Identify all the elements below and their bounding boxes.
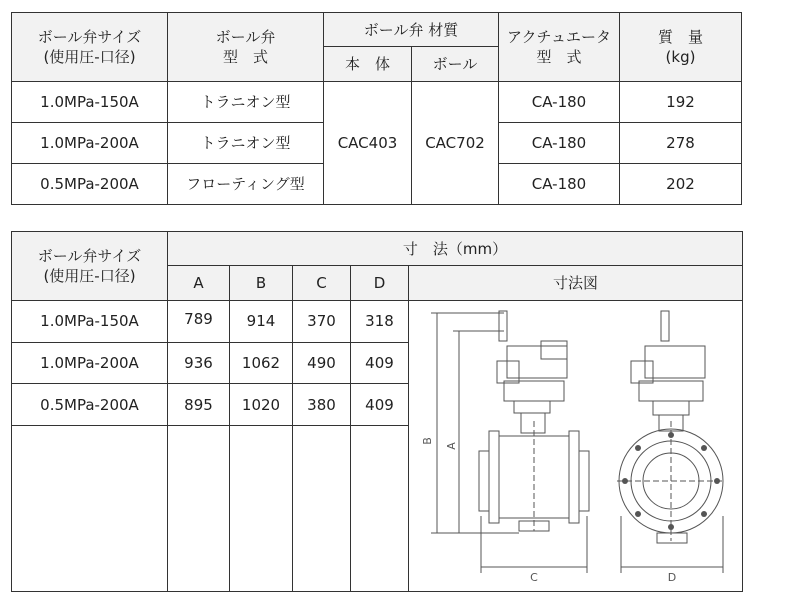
- material-header: ボール弁 材質: [324, 13, 499, 47]
- valve-size-cell: 1.0MPa-200A: [12, 342, 168, 384]
- ball-material-cell: CAC702: [412, 82, 499, 205]
- dim-c-cell: 380: [293, 384, 351, 426]
- dim-c-cell: 370: [293, 301, 351, 343]
- valve-size-cell: 0.5MPa-200A: [12, 164, 168, 205]
- drawing-label-a: A: [445, 442, 458, 450]
- mass-header: 質 量 (kg): [620, 13, 742, 82]
- drawing-header: 寸法図: [409, 266, 743, 301]
- actuator-cell: CA-180: [499, 82, 620, 123]
- mass-cell: 202: [620, 164, 742, 205]
- ball-material-header: ボール: [412, 47, 499, 82]
- drawing-label-c: C: [530, 571, 538, 584]
- dimension-drawing-cell: [409, 301, 743, 592]
- drawing-label-b: B: [421, 437, 434, 445]
- valve-size-cell: 0.5MPa-200A: [12, 384, 168, 426]
- valve-type-cell: トラニオン型: [168, 123, 324, 164]
- valve-size-cell: 1.0MPa-150A: [12, 82, 168, 123]
- drawing-label-d: D: [667, 571, 677, 584]
- mass-cell: 192: [620, 82, 742, 123]
- dim-d-cell: 409: [351, 384, 409, 426]
- spec-table: [11, 12, 742, 205]
- dim-d-header: D: [351, 266, 409, 301]
- dimension-table: [11, 231, 743, 592]
- dim-a-cell: 789: [168, 301, 230, 343]
- body-material-header: 本 体: [324, 47, 412, 82]
- dim-a-cell: 936: [168, 342, 230, 384]
- dim-c-header: C: [293, 266, 351, 301]
- dim-a-header: A: [168, 266, 230, 301]
- mass-cell: 278: [620, 123, 742, 164]
- actuator-cell: CA-180: [499, 123, 620, 164]
- empty-cell: [351, 426, 409, 592]
- dim-b-header: B: [230, 266, 293, 301]
- dim-d-cell: 318: [351, 301, 409, 343]
- valve-size-cell: 1.0MPa-200A: [12, 123, 168, 164]
- actuator-header: アクチュエータ 型 式: [499, 13, 620, 82]
- empty-cell: [230, 426, 293, 592]
- dimensions-header: 寸 法（mm）: [168, 232, 743, 266]
- valve-type-cell: フローティング型: [168, 164, 324, 205]
- dim-b-cell: 1020: [230, 384, 293, 426]
- table-row: [12, 301, 743, 343]
- valve-type-cell: トラニオン型: [168, 82, 324, 123]
- body-material-cell: CAC403: [324, 82, 412, 205]
- dim-a-cell: 895: [168, 384, 230, 426]
- empty-cell: [12, 426, 168, 592]
- dim-c-cell: 490: [293, 342, 351, 384]
- valve-size-cell: 1.0MPa-150A: [12, 301, 168, 343]
- dim-d-cell: 409: [351, 342, 409, 384]
- valve-size-header: ボール弁サイズ (使用圧-口径): [12, 232, 168, 301]
- empty-cell: [168, 426, 230, 592]
- dim-b-cell: 1062: [230, 342, 293, 384]
- empty-cell: [293, 426, 351, 592]
- valve-type-header: ボール弁 型 式: [168, 13, 324, 82]
- table-row: [12, 82, 742, 123]
- actuator-cell: CA-180: [499, 164, 620, 205]
- dim-b-cell: 914: [230, 301, 293, 343]
- valve-size-header: ボール弁サイズ (使用圧-口径): [12, 13, 168, 82]
- valve-dimension-drawing: [409, 301, 743, 586]
